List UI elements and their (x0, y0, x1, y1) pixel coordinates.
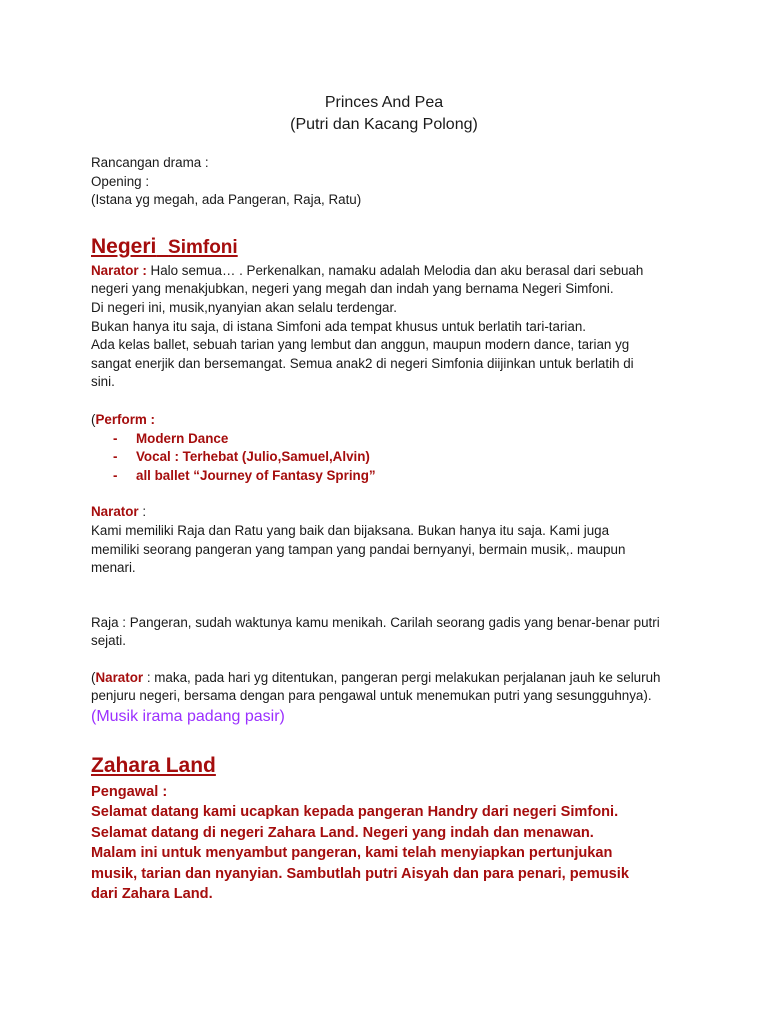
section-heading-zahara-land: Zahara Land (91, 754, 216, 778)
pengawal-block (91, 782, 691, 904)
narator-line: Di negeri ini, musik,nyanyian akan selalu terdengar. (91, 299, 397, 315)
narator-line: Ada kelas ballet, sebuah tarian yang lembut dan anggun, maupun modern dance, tarian yg (91, 337, 630, 353)
raja-line: sejati. (91, 633, 126, 649)
intro-line-2: Opening : (91, 173, 150, 189)
narator-label: Narator : (91, 262, 147, 278)
document-title (91, 92, 677, 136)
pengawal-line: Selamat datang kami ucapkan kepada pangeran Handry dari negeri Simfoni. (91, 804, 619, 821)
music-cue: (Musik irama padang pasir) (91, 708, 285, 726)
intro-line-1: Rancangan drama : (91, 155, 209, 170)
narator3-open-paren: ( (91, 669, 96, 685)
narator-line: Bukan hanya itu saja, di istana Simfoni ada tempat khusus untuk berlatih tari-tarian. (91, 318, 586, 334)
heading-sub: Simfoni (168, 236, 238, 258)
title-line-1: Princes And Pea (324, 94, 444, 111)
perform-item: - all ballet “Journey of Fantasy Spring” (113, 467, 691, 486)
perform-open-paren: ( (91, 411, 96, 427)
narator2-line: memiliki seorang pangeran yang tampan yang pandai bernyanyi, bermain musik,. maupun (91, 541, 626, 557)
narator3-line: penjuru negeri, bersama dengan para pengawal untuk menemukan putri yang sesungguhnya). (91, 688, 652, 704)
narator-paragraph-2 (91, 503, 691, 577)
narator3-text: : maka, pada hari yg ditentukan, pangeran pergi melakukan perjalanan jauh ke seluruh (143, 669, 661, 685)
narator-line: sini. (91, 374, 115, 390)
document-page (91, 92, 691, 905)
perform-block (91, 411, 691, 485)
pengawal-line: Selamat datang di negeri Zahara Land. Negeri yang indah dan menawan. (91, 824, 594, 841)
narator2-line: Kami memiliki Raja dan Ratu yang baik dan bijaksana. Bukan hanya itu saja. Kami juga (91, 522, 610, 538)
narator-line: sangat enerjik dan bersemangat. Semua anak2 di negeri Simfonia diijinkan untuk berlatih di (91, 355, 634, 371)
narator-paragraph-1 (91, 262, 691, 392)
heading-main: Negeri (91, 234, 157, 258)
pengawal-line: dari Zahara Land. (91, 886, 213, 903)
section-heading-negeri-simfoni (91, 233, 691, 262)
raja-paragraph (91, 614, 691, 651)
intro-block (91, 154, 691, 210)
narator2-label: Narator (91, 504, 139, 520)
narator2-line: menari. (91, 560, 136, 576)
perform-list (91, 430, 691, 486)
narator-text: Halo semua… . Perkenalkan, namaku adalah Melodia dan aku berasal dari sebuah (146, 262, 644, 278)
perform-item: - Vocal : Terhebat (Julio,Samuel,Alvin) (113, 448, 691, 467)
intro-line-3: (Istana yg megah, ada Pangeran, Raja, Ratu) (91, 192, 362, 208)
title-line-2: (Putri dan Kacang Polong) (290, 116, 478, 133)
pengawal-line: Malam ini untuk menyambut pangeran, kami telah menyiapkan pertunjukan (91, 845, 613, 862)
raja-line: Raja : Pangeran, sudah waktunya kamu menikah. Carilah seorang gadis yang benar-benar putri (91, 614, 660, 630)
pengawal-label: Pengawal : (91, 784, 168, 801)
narator-line: negeri yang menakjubkan, negeri yang megah dan indah yang bernama Negeri Simfoni. (91, 281, 614, 297)
narator-paragraph-3 (91, 669, 691, 706)
narator3-label: Narator (95, 669, 144, 685)
pengawal-line: musik, tarian dan nyanyian. Sambutlah putri Aisyah dan para penari, pemusik (91, 865, 629, 882)
perform-label: Perform : (95, 411, 155, 427)
perform-item: - Modern Dance (113, 430, 691, 449)
narator2-colon: : (138, 504, 147, 520)
